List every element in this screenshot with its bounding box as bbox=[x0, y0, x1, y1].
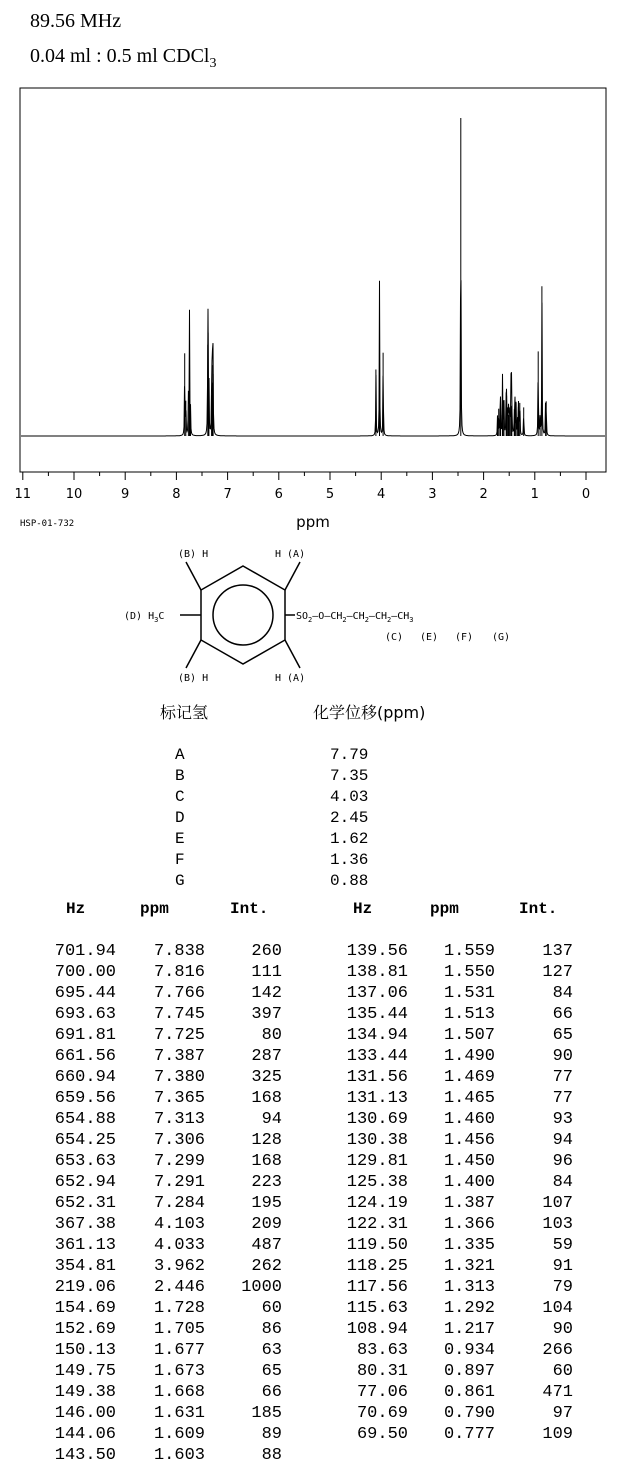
hz-value: 138.81 bbox=[346, 963, 408, 982]
nmr-spectrum-chart bbox=[0, 0, 626, 540]
assignment-label: A bbox=[175, 746, 185, 764]
ppm-value: 1.400 bbox=[443, 1173, 495, 1192]
label-sulfonyl-chain: $SO_2—O—CH_2—CH_2—CH_2—CH_3$ bbox=[296, 611, 414, 624]
hz-value: 152.69 bbox=[54, 1320, 116, 1339]
hz-value: 77.06 bbox=[356, 1383, 408, 1402]
intensity-value: 88 bbox=[261, 1446, 282, 1465]
ppm-value: 0.790 bbox=[443, 1404, 495, 1423]
hz-value: 149.75 bbox=[54, 1362, 116, 1381]
intensity-value: 111 bbox=[251, 963, 282, 982]
x-tick-label: 2 bbox=[479, 487, 488, 502]
intensity-value: 94 bbox=[261, 1110, 282, 1129]
ppm-value: 1.609 bbox=[153, 1425, 205, 1444]
intensity-value: 84 bbox=[552, 1173, 573, 1192]
ppm-value: 0.777 bbox=[443, 1425, 495, 1444]
intensity-value: 66 bbox=[261, 1383, 282, 1402]
assignment-label: G bbox=[175, 872, 185, 890]
intensity-value: 142 bbox=[251, 984, 282, 1003]
ppm-value: 1.728 bbox=[153, 1299, 205, 1318]
peak-marks bbox=[185, 118, 547, 436]
intensity-value: 262 bbox=[251, 1257, 282, 1276]
x-tick-label: 6 bbox=[274, 487, 283, 502]
intensity-value: 109 bbox=[542, 1425, 573, 1444]
hz-value: 661.56 bbox=[54, 1047, 116, 1066]
hz-value: 150.13 bbox=[54, 1341, 116, 1360]
concentration-text: 0.04 ml : 0.5 ml CDCl bbox=[30, 45, 210, 67]
intensity-value: 471 bbox=[542, 1383, 573, 1402]
spectrometer-frequency: 89.56 MHz bbox=[30, 10, 122, 32]
hz-value: 115.63 bbox=[346, 1299, 408, 1318]
assignment-label: C bbox=[175, 788, 185, 806]
bond-bottom-left bbox=[186, 640, 201, 668]
header-int-left: Int. bbox=[230, 900, 269, 918]
ppm-value: 1.673 bbox=[153, 1362, 205, 1381]
hz-value: 701.94 bbox=[54, 942, 116, 961]
assignment-shift: 1.62 bbox=[330, 830, 369, 848]
hz-value: 117.56 bbox=[346, 1278, 408, 1297]
label-methyl: (D) $H_3C$ bbox=[124, 611, 165, 624]
intensity-value: 260 bbox=[251, 942, 282, 961]
hz-value: 131.56 bbox=[346, 1068, 408, 1087]
ppm-value: 1.366 bbox=[443, 1215, 495, 1234]
hz-value: 367.38 bbox=[54, 1215, 116, 1234]
hz-value: 654.88 bbox=[54, 1110, 116, 1129]
intensity-value: 185 bbox=[251, 1404, 282, 1423]
ppm-value: 7.725 bbox=[153, 1026, 205, 1045]
ppm-value: 7.387 bbox=[153, 1047, 205, 1066]
x-tick-label: 3 bbox=[428, 487, 437, 502]
bond-bottom-right bbox=[285, 640, 300, 668]
ppm-value: 1.677 bbox=[153, 1341, 205, 1360]
hz-value: 146.00 bbox=[54, 1404, 116, 1423]
intensity-value: 65 bbox=[261, 1362, 282, 1381]
intensity-value: 107 bbox=[542, 1194, 573, 1213]
ppm-value: 7.365 bbox=[153, 1089, 205, 1108]
hz-value: 124.19 bbox=[346, 1194, 408, 1213]
x-tick-label: 0 bbox=[581, 487, 591, 502]
hz-value: 660.94 bbox=[54, 1068, 116, 1087]
assignment-shift: 0.88 bbox=[330, 872, 369, 890]
intensity-value: 104 bbox=[542, 1299, 573, 1318]
intensity-value: 97 bbox=[552, 1404, 573, 1423]
assignment-shift: 4.03 bbox=[330, 788, 369, 806]
hz-value: 219.06 bbox=[54, 1278, 116, 1297]
hz-value: 131.13 bbox=[346, 1089, 408, 1108]
assignment-label: E bbox=[175, 830, 185, 848]
intensity-value: 137 bbox=[542, 942, 573, 961]
hz-value: 652.94 bbox=[54, 1173, 116, 1192]
intensity-value: 77 bbox=[552, 1068, 573, 1087]
ppm-value: 1.292 bbox=[443, 1299, 495, 1318]
ppm-value: 1.513 bbox=[443, 1005, 495, 1024]
hz-value: 652.31 bbox=[54, 1194, 116, 1213]
hz-value: 354.81 bbox=[54, 1257, 116, 1276]
hz-value: 695.44 bbox=[54, 984, 116, 1003]
ppm-value: 3.962 bbox=[153, 1257, 205, 1276]
intensity-value: 59 bbox=[552, 1236, 573, 1255]
x-tick-label: 10 bbox=[65, 487, 83, 502]
group-label-c: (C) bbox=[385, 632, 404, 643]
x-tick-label: 4 bbox=[377, 487, 386, 502]
hz-value: 70.69 bbox=[356, 1404, 408, 1423]
intensity-value: 90 bbox=[552, 1047, 573, 1066]
header-hz-left: Hz bbox=[66, 900, 86, 918]
intensity-value: 287 bbox=[251, 1047, 282, 1066]
ppm-value: 1.668 bbox=[153, 1383, 205, 1402]
ppm-value: 7.291 bbox=[153, 1173, 205, 1192]
hz-value: 659.56 bbox=[54, 1089, 116, 1108]
assignment-label: D bbox=[175, 809, 185, 827]
hz-value: 139.56 bbox=[346, 942, 408, 961]
hz-value: 693.63 bbox=[54, 1005, 116, 1024]
ppm-value: 1.450 bbox=[443, 1152, 495, 1171]
ppm-value: 7.299 bbox=[153, 1152, 205, 1171]
ppm-value: 1.335 bbox=[443, 1236, 495, 1255]
ppm-value: 7.306 bbox=[153, 1131, 205, 1150]
x-tick-label: 7 bbox=[223, 487, 232, 502]
spectrum-trace bbox=[21, 280, 605, 436]
ppm-value: 1.456 bbox=[443, 1131, 495, 1150]
ppm-value: 1.603 bbox=[153, 1446, 205, 1465]
ppm-value: 7.816 bbox=[153, 963, 205, 982]
ppm-value: 1.217 bbox=[443, 1320, 495, 1339]
intensity-value: 93 bbox=[552, 1110, 573, 1129]
intensity-value: 487 bbox=[251, 1236, 282, 1255]
hz-value: 654.25 bbox=[54, 1131, 116, 1150]
hz-value: 83.63 bbox=[356, 1341, 408, 1360]
hz-value: 118.25 bbox=[346, 1257, 408, 1276]
intensity-value: 79 bbox=[552, 1278, 573, 1297]
intensity-value: 90 bbox=[552, 1320, 573, 1339]
hz-value: 69.50 bbox=[356, 1425, 408, 1444]
hz-value: 135.44 bbox=[346, 1005, 408, 1024]
ppm-value: 1.507 bbox=[443, 1026, 495, 1045]
hz-value: 149.38 bbox=[54, 1383, 116, 1402]
intensity-value: 397 bbox=[251, 1005, 282, 1024]
molecule-structure bbox=[120, 540, 540, 690]
hz-value: 80.31 bbox=[356, 1362, 408, 1381]
intensity-value: 89 bbox=[261, 1425, 282, 1444]
x-tick-label: 9 bbox=[121, 487, 130, 502]
bond-top-right bbox=[285, 562, 300, 590]
assignment-header-label: 标记氢 bbox=[160, 703, 209, 722]
ppm-value: 4.033 bbox=[153, 1236, 205, 1255]
intensity-value: 1000 bbox=[241, 1278, 282, 1297]
intensity-value: 325 bbox=[251, 1068, 282, 1087]
ppm-value: 0.934 bbox=[443, 1341, 495, 1360]
intensity-value: 168 bbox=[251, 1152, 282, 1171]
ppm-value: 1.313 bbox=[443, 1278, 495, 1297]
label-h-b-bottom: (B) H bbox=[178, 673, 209, 684]
assignment-label: B bbox=[175, 767, 185, 785]
spectrum-code: HSP-01-732 bbox=[20, 519, 75, 529]
ppm-value: 1.705 bbox=[153, 1320, 205, 1339]
intensity-value: 223 bbox=[251, 1173, 282, 1192]
header-ppm-left: ppm bbox=[140, 900, 169, 918]
label-h-b-top: (B) H bbox=[178, 549, 209, 560]
intensity-value: 86 bbox=[261, 1320, 282, 1339]
ppm-value: 1.550 bbox=[443, 963, 495, 982]
intensity-value: 128 bbox=[251, 1131, 282, 1150]
label-h-a-top: H (A) bbox=[275, 549, 306, 560]
intensity-value: 103 bbox=[542, 1215, 573, 1234]
intensity-value: 91 bbox=[552, 1257, 573, 1276]
hz-value: 108.94 bbox=[346, 1320, 408, 1339]
hz-value: 653.63 bbox=[54, 1152, 116, 1171]
hz-value: 154.69 bbox=[54, 1299, 116, 1318]
hz-value: 691.81 bbox=[54, 1026, 116, 1045]
intensity-value: 65 bbox=[552, 1026, 573, 1045]
hz-value: 133.44 bbox=[346, 1047, 408, 1066]
x-tick-label: 1 bbox=[530, 487, 539, 502]
group-label-g: (G) bbox=[492, 632, 511, 643]
intensity-value: 80 bbox=[261, 1026, 282, 1045]
hz-value: 122.31 bbox=[346, 1215, 408, 1234]
group-label-e: (E) bbox=[420, 632, 439, 643]
x-axis-label: ppm bbox=[296, 513, 330, 531]
assignment-label: F bbox=[175, 851, 185, 869]
intensity-value: 63 bbox=[261, 1341, 282, 1360]
ppm-value: 1.465 bbox=[443, 1089, 495, 1108]
ppm-value: 7.838 bbox=[153, 942, 205, 961]
intensity-value: 209 bbox=[251, 1215, 282, 1234]
intensity-value: 168 bbox=[251, 1089, 282, 1108]
ppm-value: 1.387 bbox=[443, 1194, 495, 1213]
ppm-value: 0.861 bbox=[443, 1383, 495, 1402]
ppm-value: 7.284 bbox=[153, 1194, 205, 1213]
assignment-shift: 7.35 bbox=[330, 767, 369, 785]
assignment-shift: 7.79 bbox=[330, 746, 369, 764]
label-h-a-bottom: H (A) bbox=[275, 673, 306, 684]
bond-top-left bbox=[186, 562, 201, 590]
header-ppm-right: ppm bbox=[430, 900, 459, 918]
assignment-header-shift: 化学位移(ppm) bbox=[313, 703, 426, 722]
x-axis-tick-labels bbox=[15, 487, 591, 502]
intensity-value: 195 bbox=[251, 1194, 282, 1213]
ppm-value: 7.766 bbox=[153, 984, 205, 1003]
ppm-value: 7.745 bbox=[153, 1005, 205, 1024]
ppm-value: 1.490 bbox=[443, 1047, 495, 1066]
ppm-value: 0.897 bbox=[443, 1362, 495, 1381]
hz-value: 119.50 bbox=[346, 1236, 408, 1255]
ppm-value: 7.380 bbox=[153, 1068, 205, 1087]
ppm-value: 7.313 bbox=[153, 1110, 205, 1129]
assignment-shift: 1.36 bbox=[330, 851, 369, 869]
group-label-f: (F) bbox=[455, 632, 474, 643]
hz-value: 130.69 bbox=[346, 1110, 408, 1129]
intensity-value: 266 bbox=[542, 1341, 573, 1360]
hz-value: 143.50 bbox=[54, 1446, 116, 1465]
intensity-value: 77 bbox=[552, 1089, 573, 1108]
hz-value: 144.06 bbox=[54, 1425, 116, 1444]
concentration-subscript: 3 bbox=[209, 56, 217, 71]
ppm-value: 2.446 bbox=[153, 1278, 205, 1297]
hz-value: 129.81 bbox=[346, 1152, 408, 1171]
x-tick-label: 11 bbox=[14, 487, 32, 502]
hz-value: 125.38 bbox=[346, 1173, 408, 1192]
hz-value: 700.00 bbox=[54, 963, 116, 982]
intensity-value: 127 bbox=[542, 963, 573, 982]
intensity-value: 66 bbox=[552, 1005, 573, 1024]
header-int-right: Int. bbox=[519, 900, 558, 918]
ppm-value: 1.321 bbox=[443, 1257, 495, 1276]
aromatic-circle bbox=[213, 585, 273, 645]
hz-value: 137.06 bbox=[346, 984, 408, 1003]
header-hz-right: Hz bbox=[353, 900, 373, 918]
intensity-value: 60 bbox=[261, 1299, 282, 1318]
assignment-shift: 2.45 bbox=[330, 809, 369, 827]
hz-value: 361.13 bbox=[54, 1236, 116, 1255]
ppm-value: 1.631 bbox=[153, 1404, 205, 1423]
intensity-value: 84 bbox=[552, 984, 573, 1003]
x-tick-label: 5 bbox=[325, 487, 335, 502]
x-axis-ticks bbox=[23, 472, 586, 480]
ppm-value: 1.469 bbox=[443, 1068, 495, 1087]
hz-value: 134.94 bbox=[346, 1026, 408, 1045]
ppm-value: 1.460 bbox=[443, 1110, 495, 1129]
hz-value: 130.38 bbox=[346, 1131, 408, 1150]
ppm-value: 1.559 bbox=[443, 942, 495, 961]
intensity-value: 60 bbox=[552, 1362, 573, 1381]
ppm-value: 1.531 bbox=[443, 984, 495, 1003]
intensity-value: 96 bbox=[552, 1152, 573, 1171]
intensity-value: 94 bbox=[552, 1131, 573, 1150]
ppm-value: 4.103 bbox=[153, 1215, 205, 1234]
x-tick-label: 8 bbox=[172, 487, 181, 502]
